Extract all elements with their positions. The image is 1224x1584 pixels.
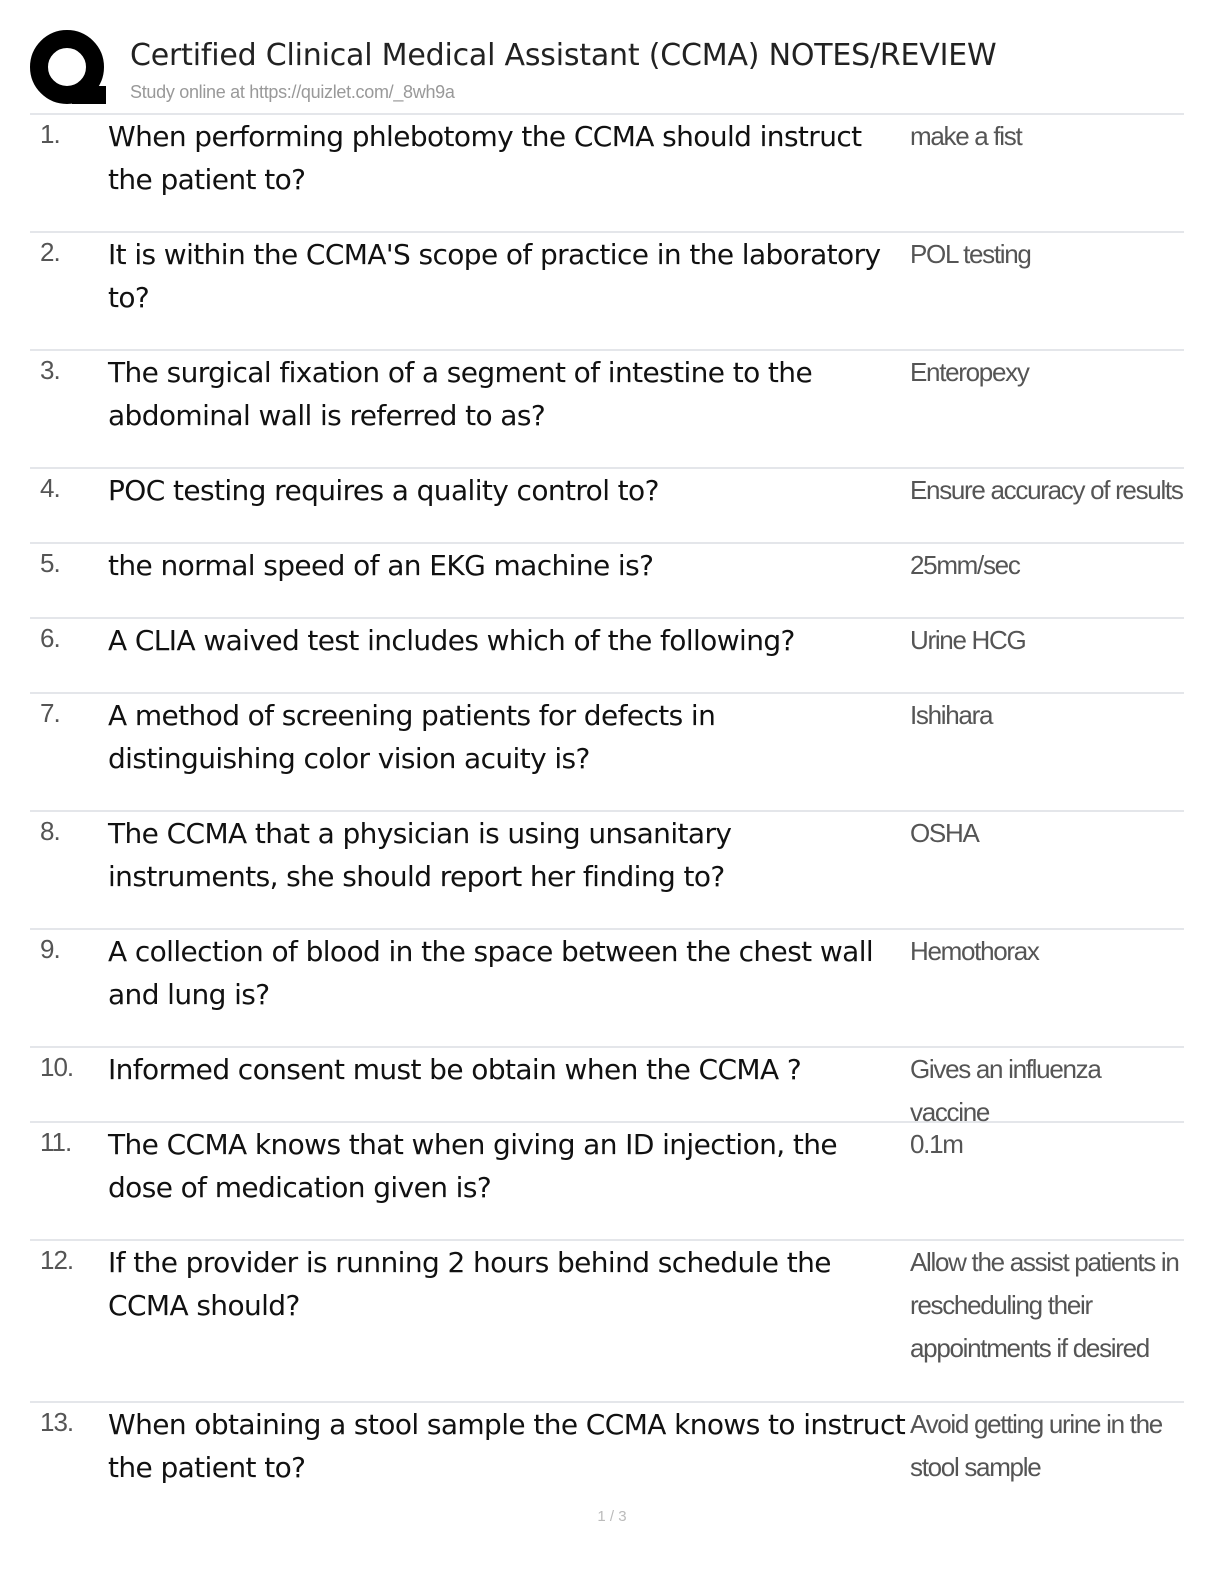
answer-text: Ishihara (910, 700, 993, 730)
question-text: The CCMA that a physician is using unsanitary instruments, she should report her finding to? (108, 817, 732, 893)
item-number: 7. (40, 698, 60, 728)
question-text: the normal speed of an EKG machine is? (108, 549, 654, 582)
list-item (30, 692, 1184, 810)
question-text: Informed consent must be obtain when the CCMA ? (108, 1053, 802, 1086)
list-item (30, 928, 1184, 1046)
question-text: POC testing requires a quality control to? (108, 474, 659, 507)
item-number: 2. (40, 237, 60, 267)
item-number: 13. (40, 1407, 74, 1437)
list-item (30, 1239, 1184, 1401)
answer-text: POL testing (910, 239, 1031, 269)
item-number: 6. (40, 623, 60, 653)
item-number: 3. (40, 355, 60, 385)
list-item (30, 1046, 1184, 1127)
answer-text: Allow the assist patients in rescheduling their appointments if desired (910, 1247, 1179, 1363)
quizlet-q-icon (30, 30, 110, 110)
question-text: When obtaining a stool sample the CCMA knows to instruct the patient to? (108, 1408, 906, 1484)
item-number: 1. (40, 119, 60, 149)
answer-text: Gives an influenza vaccine (910, 1054, 1101, 1127)
list-item (30, 467, 1184, 542)
question-text: If the provider is running 2 hours behind schedule the CCMA should? (108, 1246, 831, 1322)
answer-text: 25mm/sec (910, 550, 1020, 580)
list-item (30, 349, 1184, 467)
question-text: When performing phlebotomy the CCMA should instruct the patient to? (108, 120, 862, 196)
question-text: The CCMA knows that when giving an ID injection, the dose of medication given is? (108, 1128, 838, 1204)
question-text: A collection of blood in the space between the chest wall and lung is? (108, 935, 874, 1011)
item-number: 10. (40, 1052, 74, 1082)
list-item (30, 113, 1184, 231)
document-title: Certified Clinical Medical Assistant (CCMA) NOTES/REVIEW (130, 38, 997, 73)
question-text: A CLIA waived test includes which of the following? (108, 624, 795, 657)
item-number: 8. (40, 816, 60, 846)
flashcard-list (30, 113, 1184, 1506)
answer-text: make a fist (910, 121, 1022, 151)
list-item (30, 231, 1184, 349)
list-item (30, 1121, 1184, 1239)
list-item (30, 542, 1184, 617)
answer-text: Enteropexy (910, 357, 1029, 387)
list-item (30, 617, 1184, 692)
item-number: 9. (40, 934, 60, 964)
answer-text: Avoid getting urine in the stool sample (910, 1409, 1162, 1482)
question-text: It is within the CCMA'S scope of practice in the laboratory to? (108, 238, 881, 314)
page-number: 1 / 3 (597, 1508, 627, 1525)
study-online-link[interactable]: Study online at https://quizlet.com/_8wh9a (130, 82, 455, 102)
question-text: A method of screening patients for defects in distinguishing color vision acuity is? (108, 699, 716, 775)
list-item (30, 1401, 1184, 1506)
page-header (30, 30, 1190, 114)
list-item (30, 810, 1184, 928)
answer-text: Ensure accuracy of results (910, 475, 1183, 505)
answer-text: OSHA (910, 818, 979, 848)
answer-text: Hemothorax (910, 936, 1039, 966)
item-number: 12. (40, 1245, 74, 1275)
answer-text: Urine HCG (910, 625, 1026, 655)
item-number: 4. (40, 473, 60, 503)
item-number: 5. (40, 548, 60, 578)
answer-text: 0.1m (910, 1129, 963, 1159)
question-text: The surgical fixation of a segment of intestine to the abdominal wall is referred to as? (108, 356, 813, 432)
item-number: 11. (40, 1127, 72, 1157)
